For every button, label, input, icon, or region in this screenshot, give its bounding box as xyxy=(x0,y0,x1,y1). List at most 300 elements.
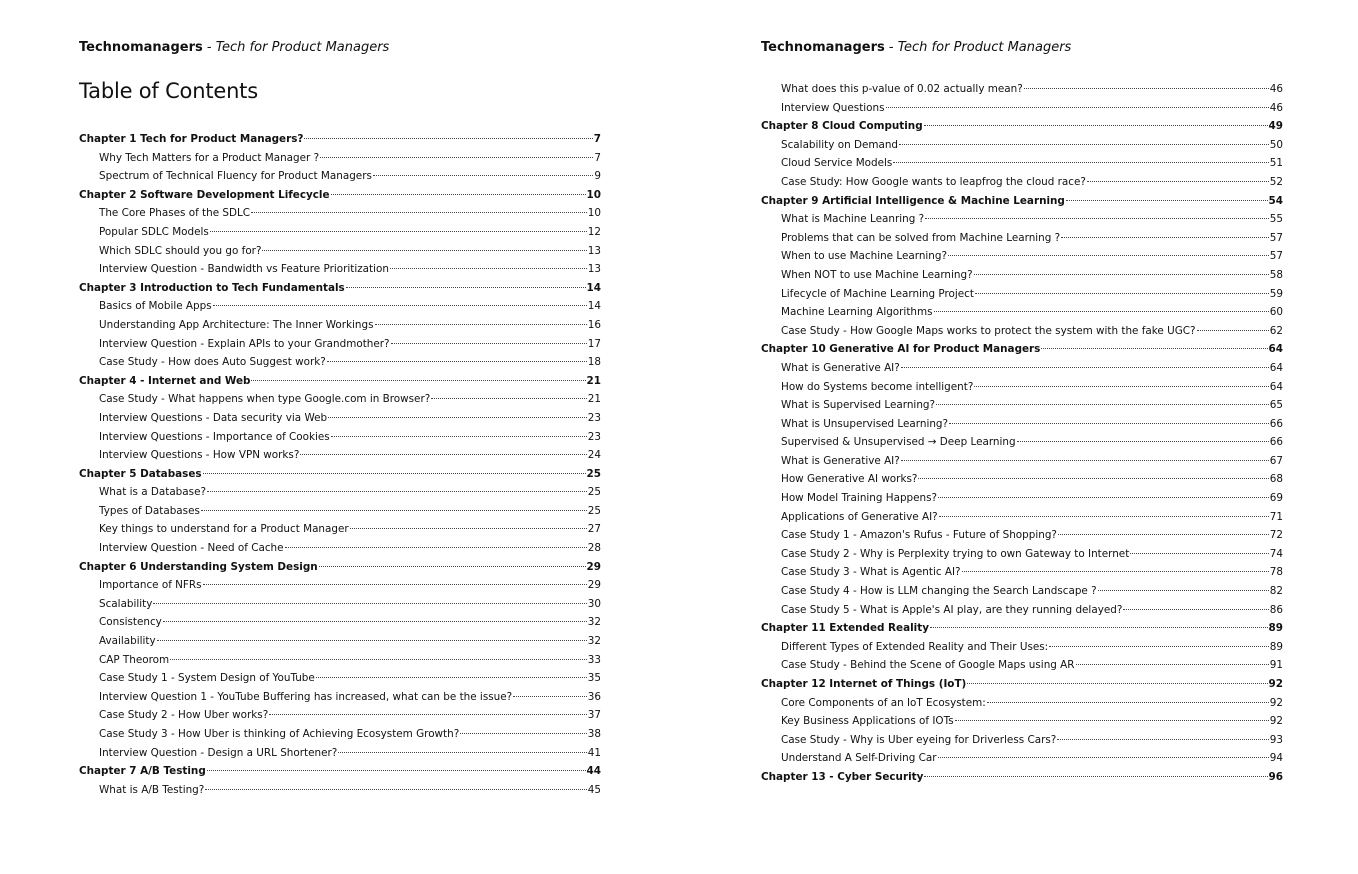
dot-leader xyxy=(373,174,593,176)
toc-section-entry[interactable] xyxy=(79,446,601,465)
toc-entry-title: Lifecycle of Machine Learning Project xyxy=(781,287,974,300)
header-brand: Technomanagers xyxy=(79,40,203,55)
toc-page-number: 35 xyxy=(587,672,601,685)
dot-leader xyxy=(1197,329,1269,331)
toc-entry-title: Case Study 4 - How is LLM changing the Search Landscape ? xyxy=(781,585,1097,598)
toc-entry-title: Chapter 12 Internet of Things (IoT) xyxy=(761,678,967,690)
toc-entry-title: When to use Machine Learning? xyxy=(781,250,947,263)
toc-section-entry[interactable] xyxy=(761,99,1283,118)
toc-page-number: 18 xyxy=(587,356,601,369)
toc-page-number: 89 xyxy=(1269,640,1283,653)
dot-leader xyxy=(207,769,586,771)
toc-page-number: 52 xyxy=(1269,175,1283,188)
toc-page-number: 27 xyxy=(587,523,601,536)
toc-page-number: 57 xyxy=(1269,250,1283,263)
toc-page-number: 69 xyxy=(1269,492,1283,505)
dot-leader xyxy=(901,459,1269,461)
toc-entry-title: Supervised & Unsupervised → Deep Learning xyxy=(781,436,1016,449)
toc-page-number: 32 xyxy=(587,635,601,648)
toc-page-number: 29 xyxy=(586,560,601,573)
header-brand: Technomanagers xyxy=(761,40,885,55)
toc-page-number: 23 xyxy=(587,430,601,443)
dot-leader xyxy=(285,546,587,548)
dot-leader xyxy=(1057,738,1268,740)
toc-page-number: 23 xyxy=(587,411,601,424)
toc-page-number: 74 xyxy=(1269,547,1283,560)
dot-leader xyxy=(375,323,587,325)
toc-entry-title: Case Study 3 - How Uber is thinking of Achieving Ecosystem Growth? xyxy=(99,728,460,740)
toc-section-entry[interactable] xyxy=(761,712,1283,731)
toc-page-number: 92 xyxy=(1268,678,1283,690)
toc-section-entry[interactable] xyxy=(761,247,1283,266)
dot-leader xyxy=(918,477,1268,479)
toc-page-number: 21 xyxy=(586,374,601,387)
toc-section-entry[interactable] xyxy=(79,632,601,651)
toc-entry-title: Case Study 3 - What is Agentic AI? xyxy=(781,566,961,579)
dot-leader xyxy=(331,193,586,195)
toc-section-entry[interactable] xyxy=(761,80,1283,99)
toc-page-number: 9 xyxy=(594,170,601,183)
toc-page-number: 13 xyxy=(587,244,601,257)
toc-section-entry[interactable] xyxy=(79,167,601,186)
dot-leader xyxy=(1041,347,1267,349)
toc-page-number: 41 xyxy=(587,746,601,759)
toc-section-entry[interactable] xyxy=(761,526,1283,545)
toc-page-number: 37 xyxy=(587,709,601,722)
dot-leader xyxy=(955,719,1269,721)
toc-page-number: 21 xyxy=(587,393,601,406)
toc-entry-title: Applications of Generative AI? xyxy=(781,510,938,523)
toc-page-number: 86 xyxy=(1269,603,1283,616)
toc-section-entry[interactable] xyxy=(79,390,601,409)
toc-page-number: 66 xyxy=(1269,436,1283,449)
toc-entry-title: What is Machine Leanring ? xyxy=(781,213,925,226)
toc-page-number: 93 xyxy=(1269,733,1283,746)
toc-entry-title: Different Types of Extended Reality and Their Uses: xyxy=(781,640,1049,653)
toc-entry-title: Basics of Mobile Apps xyxy=(99,300,212,313)
toc-page-number: 57 xyxy=(1269,231,1283,244)
page-title: Table of Contents xyxy=(79,79,258,103)
toc-entry-title: Case Study 1 - System Design of YouTube xyxy=(99,672,315,685)
toc-entry-title: What is Generative AI? xyxy=(781,361,900,374)
toc-section-entry[interactable] xyxy=(79,149,601,168)
toc-section-entry[interactable] xyxy=(761,452,1283,471)
toc-page-number: 78 xyxy=(1269,566,1283,579)
toc-page-number: 25 xyxy=(587,504,601,517)
dot-leader xyxy=(269,713,587,715)
toc-entry-title: Case Study - What happens when type Google.com in Browser? xyxy=(99,393,431,406)
toc-section-entry[interactable] xyxy=(79,223,601,242)
dot-leader xyxy=(1087,180,1269,182)
header-subtitle: Tech for Product Managers xyxy=(215,40,390,55)
toc-page-number: 71 xyxy=(1269,510,1283,523)
dot-leader xyxy=(319,565,586,567)
toc-section-entry[interactable] xyxy=(761,154,1283,173)
running-header xyxy=(79,40,389,55)
toc-entry-title: Case Study 2 - Why is Perplexity trying to own Gateway to Internet xyxy=(781,547,1130,560)
toc-page-number: 64 xyxy=(1269,361,1283,374)
dot-leader xyxy=(974,273,1269,275)
toc-section-entry[interactable] xyxy=(79,613,601,632)
dot-leader xyxy=(331,435,587,437)
toc-page-number: 64 xyxy=(1268,343,1283,356)
toc-entry-title: What is Unsupervised Learning? xyxy=(781,417,949,430)
toc-page-number: 13 xyxy=(587,263,601,276)
toc-section-entry[interactable] xyxy=(761,638,1283,657)
toc-entry-title: Interview Question - Design a URL Shortener? xyxy=(99,746,338,759)
toc-page-number: 49 xyxy=(1268,120,1283,133)
toc-section-entry[interactable] xyxy=(761,749,1283,768)
dot-leader xyxy=(1076,663,1269,665)
dot-leader xyxy=(300,453,586,455)
dot-leader xyxy=(1098,589,1269,591)
dot-leader xyxy=(207,490,587,492)
toc-section-entry[interactable] xyxy=(79,502,601,521)
toc-entry-title: Scalability xyxy=(99,597,153,610)
dot-leader xyxy=(938,756,1269,758)
toc-section-entry[interactable] xyxy=(761,322,1283,341)
header-separator: - xyxy=(884,40,898,55)
toc-chapter-entry[interactable] xyxy=(79,130,601,149)
toc-section-entry[interactable] xyxy=(79,781,601,800)
dot-leader xyxy=(213,304,587,306)
dot-leader xyxy=(1049,645,1269,647)
toc-section-entry[interactable] xyxy=(79,651,601,670)
toc-section-entry[interactable] xyxy=(79,706,601,725)
toc-section-entry[interactable] xyxy=(761,210,1283,229)
dot-leader xyxy=(262,249,586,251)
toc-entry-title: Importance of NFRs xyxy=(99,579,202,592)
toc-entry-title: Interview Questions - Data security via Web xyxy=(99,411,328,424)
toc-section-entry[interactable] xyxy=(79,744,601,763)
dot-leader xyxy=(901,366,1269,368)
toc-entry-title: Chapter 6 Understanding System Design xyxy=(79,560,318,573)
toc-entry-title: Types of Databases xyxy=(99,504,200,517)
toc-entry-title: What is a Database? xyxy=(99,486,206,499)
toc-entry-title: Interview Questions - Importance of Cookies xyxy=(99,430,330,443)
toc-section-entry[interactable] xyxy=(761,285,1283,304)
toc-page-number: 55 xyxy=(1269,213,1283,226)
toc-section-entry[interactable] xyxy=(79,669,601,688)
toc-section-entry[interactable] xyxy=(761,415,1283,434)
toc-page-number: 58 xyxy=(1269,268,1283,281)
dot-leader xyxy=(460,732,587,734)
toc-entry-title: Interview Question 1 - YouTube Buffering has increased, what can be the issue? xyxy=(99,690,513,703)
dot-leader xyxy=(974,385,1268,387)
dot-leader xyxy=(925,217,1269,219)
toc-page-number: 36 xyxy=(587,690,601,703)
toc-entry-title: Understanding App Architecture: The Inner Workings xyxy=(99,318,374,331)
dot-leader xyxy=(251,211,587,213)
dot-leader xyxy=(210,230,587,232)
toc-page-number: 29 xyxy=(587,579,601,592)
toc-page-number: 25 xyxy=(587,486,601,499)
toc-page-number: 91 xyxy=(1269,659,1283,672)
dot-leader xyxy=(1066,199,1268,201)
toc-page-number: 65 xyxy=(1269,399,1283,412)
toc-entry-title: Chapter 8 Cloud Computing xyxy=(761,120,923,133)
toc-page-number: 45 xyxy=(587,783,601,796)
dot-leader xyxy=(304,137,592,139)
dot-leader xyxy=(201,509,587,511)
toc-page-number: 46 xyxy=(1269,101,1283,114)
toc-chapter-entry[interactable] xyxy=(761,768,1283,787)
toc-chapter-entry[interactable] xyxy=(79,372,601,391)
running-header xyxy=(761,40,1071,55)
toc-section-entry[interactable] xyxy=(761,582,1283,601)
dot-leader xyxy=(948,254,1269,256)
dot-leader xyxy=(350,527,587,529)
dot-leader xyxy=(170,658,587,660)
toc-page-number: 67 xyxy=(1269,454,1283,467)
dot-leader xyxy=(899,143,1269,145)
toc-section-entry[interactable] xyxy=(761,378,1283,397)
dot-leader xyxy=(251,379,585,381)
toc-entry-title: How do Systems become intelligent? xyxy=(781,380,974,393)
toc-section-entry[interactable] xyxy=(79,595,601,614)
dot-leader xyxy=(949,422,1269,424)
dot-leader xyxy=(1123,608,1268,610)
toc-section-entry[interactable] xyxy=(79,428,601,447)
toc-chapter-entry[interactable] xyxy=(79,558,601,577)
toc-section-entry[interactable] xyxy=(79,539,601,558)
toc-section-entry[interactable] xyxy=(79,688,601,707)
toc-section-entry[interactable] xyxy=(761,303,1283,322)
toc-section-entry[interactable] xyxy=(761,470,1283,489)
toc-section-entry[interactable] xyxy=(761,545,1283,564)
toc-page-number: 32 xyxy=(587,616,601,629)
toc-entry-title: Core Components of an IoT Ecosystem: xyxy=(781,696,986,709)
toc-entry-title: Key Business Applications of IOTs xyxy=(781,715,954,728)
dot-leader xyxy=(987,701,1269,703)
toc-entry-title: Chapter 10 Generative AI for Product Managers xyxy=(761,343,1041,356)
toc-page-number: 33 xyxy=(587,653,601,666)
toc-entry-title: Case Study - Why is Uber eyeing for Driverless Cars? xyxy=(781,733,1057,746)
toc-page-number: 64 xyxy=(1269,380,1283,393)
dot-leader xyxy=(390,267,587,269)
dot-leader xyxy=(967,682,1267,684)
toc-page-number: 94 xyxy=(1269,752,1283,765)
toc-entry-title: When NOT to use Machine Learning? xyxy=(781,268,973,281)
toc-entry-title: Chapter 4 - Internet and Web xyxy=(79,374,251,387)
toc-list-right xyxy=(761,80,1283,787)
toc-entry-title: Interview Questions xyxy=(781,101,885,114)
toc-entry-title: Case Study 5 - What is Apple's AI play, are they running delayed? xyxy=(781,603,1123,616)
toc-entry-title: Which SDLC should you go for? xyxy=(99,244,262,257)
toc-entry-title: Chapter 2 Software Development Lifecycle xyxy=(79,188,330,201)
dot-leader xyxy=(153,602,586,604)
dot-leader xyxy=(934,310,1269,312)
toc-section-entry[interactable] xyxy=(79,242,601,261)
dot-leader xyxy=(327,360,587,362)
toc-section-entry[interactable] xyxy=(79,260,601,279)
toc-page-number: 7 xyxy=(593,133,601,145)
toc-page-number: 89 xyxy=(1268,622,1283,635)
dot-leader xyxy=(893,161,1268,163)
toc-section-entry[interactable] xyxy=(761,359,1283,378)
toc-page-number: 59 xyxy=(1269,287,1283,300)
toc-section-entry[interactable] xyxy=(761,656,1283,675)
toc-section-entry[interactable] xyxy=(761,563,1283,582)
toc-page-number: 54 xyxy=(1268,194,1283,207)
toc-entry-title: Interview Questions - How VPN works? xyxy=(99,449,300,462)
dot-leader xyxy=(346,286,586,288)
toc-entry-title: Cloud Service Models xyxy=(781,157,893,170)
toc-entry-title: Chapter 3 Introduction to Tech Fundamentals xyxy=(79,281,345,294)
toc-page-number: 10 xyxy=(587,207,601,220)
toc-entry-title: Case Study - How does Auto Suggest work? xyxy=(99,356,326,369)
toc-entry-title: Availability xyxy=(99,635,156,648)
toc-entry-title: How Generative AI works? xyxy=(781,473,918,486)
toc-page-number: 62 xyxy=(1269,324,1283,337)
dot-leader xyxy=(163,620,587,622)
toc-entry-title: Interview Question - Explain APIs to your Grandmother? xyxy=(99,337,390,350)
toc-section-entry[interactable] xyxy=(79,520,601,539)
toc-entry-title: Machine Learning Algorithms xyxy=(781,306,933,319)
dot-leader xyxy=(975,292,1269,294)
toc-section-entry[interactable] xyxy=(761,731,1283,750)
dot-leader xyxy=(1061,236,1269,238)
dot-leader xyxy=(938,496,1269,498)
toc-chapter-entry[interactable] xyxy=(79,762,601,781)
toc-section-entry[interactable] xyxy=(761,601,1283,620)
toc-section-entry[interactable] xyxy=(79,335,601,354)
toc-section-entry[interactable] xyxy=(79,353,601,372)
toc-page-number: 17 xyxy=(587,337,601,350)
toc-entry-title: Understand A Self-Driving Car xyxy=(781,752,937,765)
toc-entry-title: Chapter 1 Tech for Product Managers? xyxy=(79,133,304,145)
dot-leader xyxy=(203,583,587,585)
toc-page-number: 51 xyxy=(1269,157,1283,170)
toc-entry-title: Case Study - How Google Maps works to protect the system with the fake UGC? xyxy=(781,324,1196,337)
toc-section-entry[interactable] xyxy=(79,409,601,428)
toc-entry-title: Chapter 13 - Cyber Security xyxy=(761,770,924,783)
dot-leader xyxy=(1017,440,1269,442)
left-page xyxy=(79,0,601,874)
toc-chapter-entry[interactable] xyxy=(79,186,601,205)
dot-leader xyxy=(1024,87,1269,89)
toc-section-entry[interactable] xyxy=(761,694,1283,713)
dot-leader xyxy=(328,416,587,418)
toc-entry-title: What is A/B Testing? xyxy=(99,783,205,796)
toc-chapter-entry[interactable] xyxy=(761,340,1283,359)
toc-section-entry[interactable] xyxy=(761,508,1283,527)
toc-section-entry[interactable] xyxy=(79,576,601,595)
toc-entry-title: What is Generative AI? xyxy=(781,454,900,467)
dot-leader xyxy=(203,472,586,474)
dot-leader xyxy=(924,124,1268,126)
toc-page-number: 7 xyxy=(594,151,601,164)
toc-section-entry[interactable] xyxy=(761,396,1283,415)
toc-page-number: 50 xyxy=(1269,138,1283,151)
toc-entry-title: Case Study 1 - Amazon's Rufus - Future of Shopping? xyxy=(781,529,1057,542)
toc-page-number: 25 xyxy=(586,467,601,480)
toc-section-entry[interactable] xyxy=(79,316,601,335)
toc-entry-title: What is Supervised Learning? xyxy=(781,399,936,412)
toc-chapter-entry[interactable] xyxy=(761,619,1283,638)
toc-page-number: 12 xyxy=(587,225,601,238)
toc-entry-title: Problems that can be solved from Machine Learning ? xyxy=(781,231,1061,244)
toc-section-entry[interactable] xyxy=(79,483,601,502)
toc-entry-title: Chapter 11 Extended Reality xyxy=(761,622,929,635)
header-subtitle: Tech for Product Managers xyxy=(897,40,1072,55)
toc-entry-title: CAP Theorom xyxy=(99,653,170,666)
dot-leader xyxy=(205,788,586,790)
toc-page-number: 16 xyxy=(587,318,601,331)
dot-leader xyxy=(316,676,587,678)
toc-page-number: 92 xyxy=(1269,715,1283,728)
toc-section-entry[interactable] xyxy=(761,136,1283,155)
toc-entry-title: Case Study: How Google wants to leapfrog the cloud race? xyxy=(781,175,1086,188)
toc-entry-title: Spectrum of Technical Fluency for Product Managers xyxy=(99,170,372,183)
dot-leader xyxy=(431,397,587,399)
dot-leader xyxy=(513,695,587,697)
toc-entry-title: Popular SDLC Models xyxy=(99,225,209,238)
toc-section-entry[interactable] xyxy=(761,266,1283,285)
toc-entry-title: Chapter 9 Artificial Intelligence & Machine Learning xyxy=(761,194,1065,207)
toc-section-entry[interactable] xyxy=(761,173,1283,192)
toc-chapter-entry[interactable] xyxy=(79,279,601,298)
toc-page-number: 14 xyxy=(586,281,601,294)
toc-entry-title: The Core Phases of the SDLC xyxy=(99,207,251,220)
toc-entry-title: Interview Question - Need of Cache xyxy=(99,542,284,555)
dot-leader xyxy=(391,342,587,344)
dot-leader xyxy=(1130,552,1268,554)
toc-entry-title: Case Study - Behind the Scene of Google Maps using AR xyxy=(781,659,1075,672)
dot-leader xyxy=(962,570,1269,572)
right-page xyxy=(761,0,1283,874)
toc-entry-title: Chapter 7 A/B Testing xyxy=(79,765,206,778)
toc-entry-title: Interview Question - Bandwidth vs Feature Prioritization xyxy=(99,263,389,276)
dot-leader xyxy=(157,639,587,641)
toc-page-number: 92 xyxy=(1269,696,1283,709)
toc-page-number: 28 xyxy=(587,542,601,555)
toc-section-entry[interactable] xyxy=(761,229,1283,248)
toc-entry-title: Key things to understand for a Product Manager xyxy=(99,523,349,536)
dot-leader xyxy=(930,626,1268,628)
header-separator: - xyxy=(202,40,216,55)
toc-page-number: 38 xyxy=(587,728,601,740)
toc-page-number: 14 xyxy=(587,300,601,313)
toc-chapter-entry[interactable] xyxy=(761,117,1283,136)
toc-entry-title: Case Study 2 - How Uber works? xyxy=(99,709,269,722)
toc-page-number: 82 xyxy=(1269,585,1283,598)
dot-leader xyxy=(936,403,1269,405)
toc-chapter-entry[interactable] xyxy=(761,675,1283,694)
toc-entry-title: Consistency xyxy=(99,616,162,629)
toc-section-entry[interactable] xyxy=(79,204,601,223)
toc-section-entry[interactable] xyxy=(761,489,1283,508)
toc-page-number: 60 xyxy=(1269,306,1283,319)
toc-section-entry[interactable] xyxy=(79,297,601,316)
toc-page-number: 96 xyxy=(1268,770,1283,783)
toc-page-number: 30 xyxy=(587,597,601,610)
toc-chapter-entry[interactable] xyxy=(761,192,1283,211)
toc-entry-title: Chapter 5 Databases xyxy=(79,467,202,480)
dot-leader xyxy=(320,156,593,158)
toc-page-number: 72 xyxy=(1269,529,1283,542)
toc-page-number: 46 xyxy=(1269,83,1283,95)
toc-section-entry[interactable] xyxy=(761,433,1283,452)
dot-leader xyxy=(886,106,1269,108)
toc-chapter-entry[interactable] xyxy=(79,465,601,484)
toc-entry-title: How Model Training Happens? xyxy=(781,492,938,505)
toc-section-entry[interactable] xyxy=(79,725,601,744)
toc-page-number: 66 xyxy=(1269,417,1283,430)
dot-leader xyxy=(939,515,1269,517)
dot-leader xyxy=(338,751,587,753)
dot-leader xyxy=(924,775,1267,777)
